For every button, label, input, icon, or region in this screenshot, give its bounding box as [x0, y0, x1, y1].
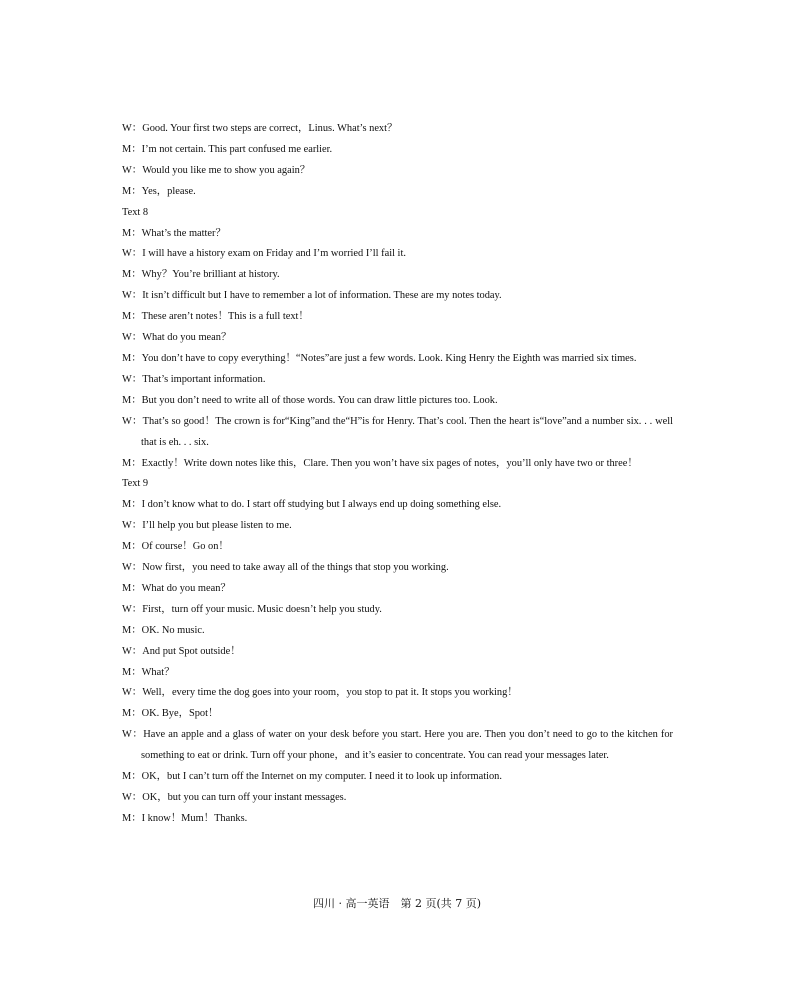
- dialogue-line: M：What do you mean？: [122, 582, 231, 594]
- dialogue-line: W：And put Spot outside！: [122, 645, 241, 657]
- dialogue-line: W：That’s so good！The crown is for“King”and the“H”is for Henry. That’s cool. Then the heart is“love”and a number six. . . well that is eh. . . six.: [122, 415, 673, 448]
- dialogue-block-text-7-end: [122, 119, 673, 203]
- section-heading-text-9: Text 9: [122, 478, 149, 490]
- dialogue-line: M：I know！Mum！Thanks.: [122, 812, 248, 824]
- dialogue-line: M：What’s the matter？: [122, 227, 226, 239]
- dialogue-line: W：Now first，you need to take away all of the things that stop you working.: [122, 562, 449, 574]
- dialogue-line: M：OK. No music.: [122, 624, 205, 636]
- dialogue-line: W：I will have a history exam on Friday and I’m worried I’ll fail it.: [122, 248, 406, 260]
- dialogue-line: M：What？: [122, 666, 175, 678]
- dialogue-line: M：Exactly！Write down notes like this，Clare. Then you won’t have six pages of notes，you’ll only have two or three！: [122, 457, 638, 469]
- dialogue-line: W：That’s important information.: [122, 373, 266, 385]
- dialogue-line: W：OK，but you can turn off your instant messages.: [122, 792, 347, 803]
- dialogue-block-text-9: [122, 495, 673, 830]
- section-heading-text-8: Text 8: [122, 206, 149, 218]
- dialogue-line: M：Why？You’re brilliant at history.: [122, 269, 280, 281]
- dialogue-line: M：These aren’t notes！This is a full text！: [122, 311, 309, 323]
- dialogue-line: M：Yes，please.: [122, 185, 196, 197]
- dialogue-line: W：It isn’t difficult but I have to remember a lot of information. These are my notes today.: [122, 290, 502, 302]
- dialogue-line: M：Of course！Go on！: [122, 541, 229, 553]
- dialogue-line: W：Good. Your first two steps are correct，Linus. What’s next？: [122, 123, 398, 134]
- dialogue-block-text-8: [122, 224, 673, 475]
- dialogue-line: M：I don’t know what to do. I start off studying but I always end up doing something else.: [122, 499, 502, 511]
- dialogue-line: M：OK，but I can’t turn off the Internet on my computer. I need it to look up information.: [122, 771, 502, 783]
- transcript-body: [122, 119, 673, 830]
- dialogue-line: W：Well，every time the dog goes into your room，you stop to pat it. It stops you working！: [122, 687, 518, 699]
- dialogue-line: W：What do you mean？: [122, 332, 232, 344]
- dialogue-line: W：Have an apple and a glass of water on your desk before you start. Here you are. Then you don’t need to go to the kitchen for something to eat or drink. Turn off your phone，and it’s easier to concentrate. You can read your messages later.: [122, 729, 673, 762]
- dialogue-line: M：I’m not certain. This part confused me earlier.: [122, 143, 333, 155]
- dialogue-line: W：I’ll help you but please listen to me.: [122, 520, 292, 532]
- dialogue-line: M：You don’t have to copy everything！“Notes”are just a few words. Look. King Henry the Eighth was married six times.: [122, 352, 637, 364]
- dialogue-line: W：First，turn off your music. Music doesn’t help you study.: [122, 603, 382, 615]
- dialogue-line: M：But you don’t need to write all of those words. You can draw little pictures too. Look.: [122, 394, 498, 406]
- dialogue-line: W：Would you like me to show you again？: [122, 164, 311, 176]
- dialogue-line: M：OK. Bye，Spot！: [122, 708, 219, 720]
- page-footer: 四川 · 高一英语 第 2 页(共 7 页): [312, 897, 482, 910]
